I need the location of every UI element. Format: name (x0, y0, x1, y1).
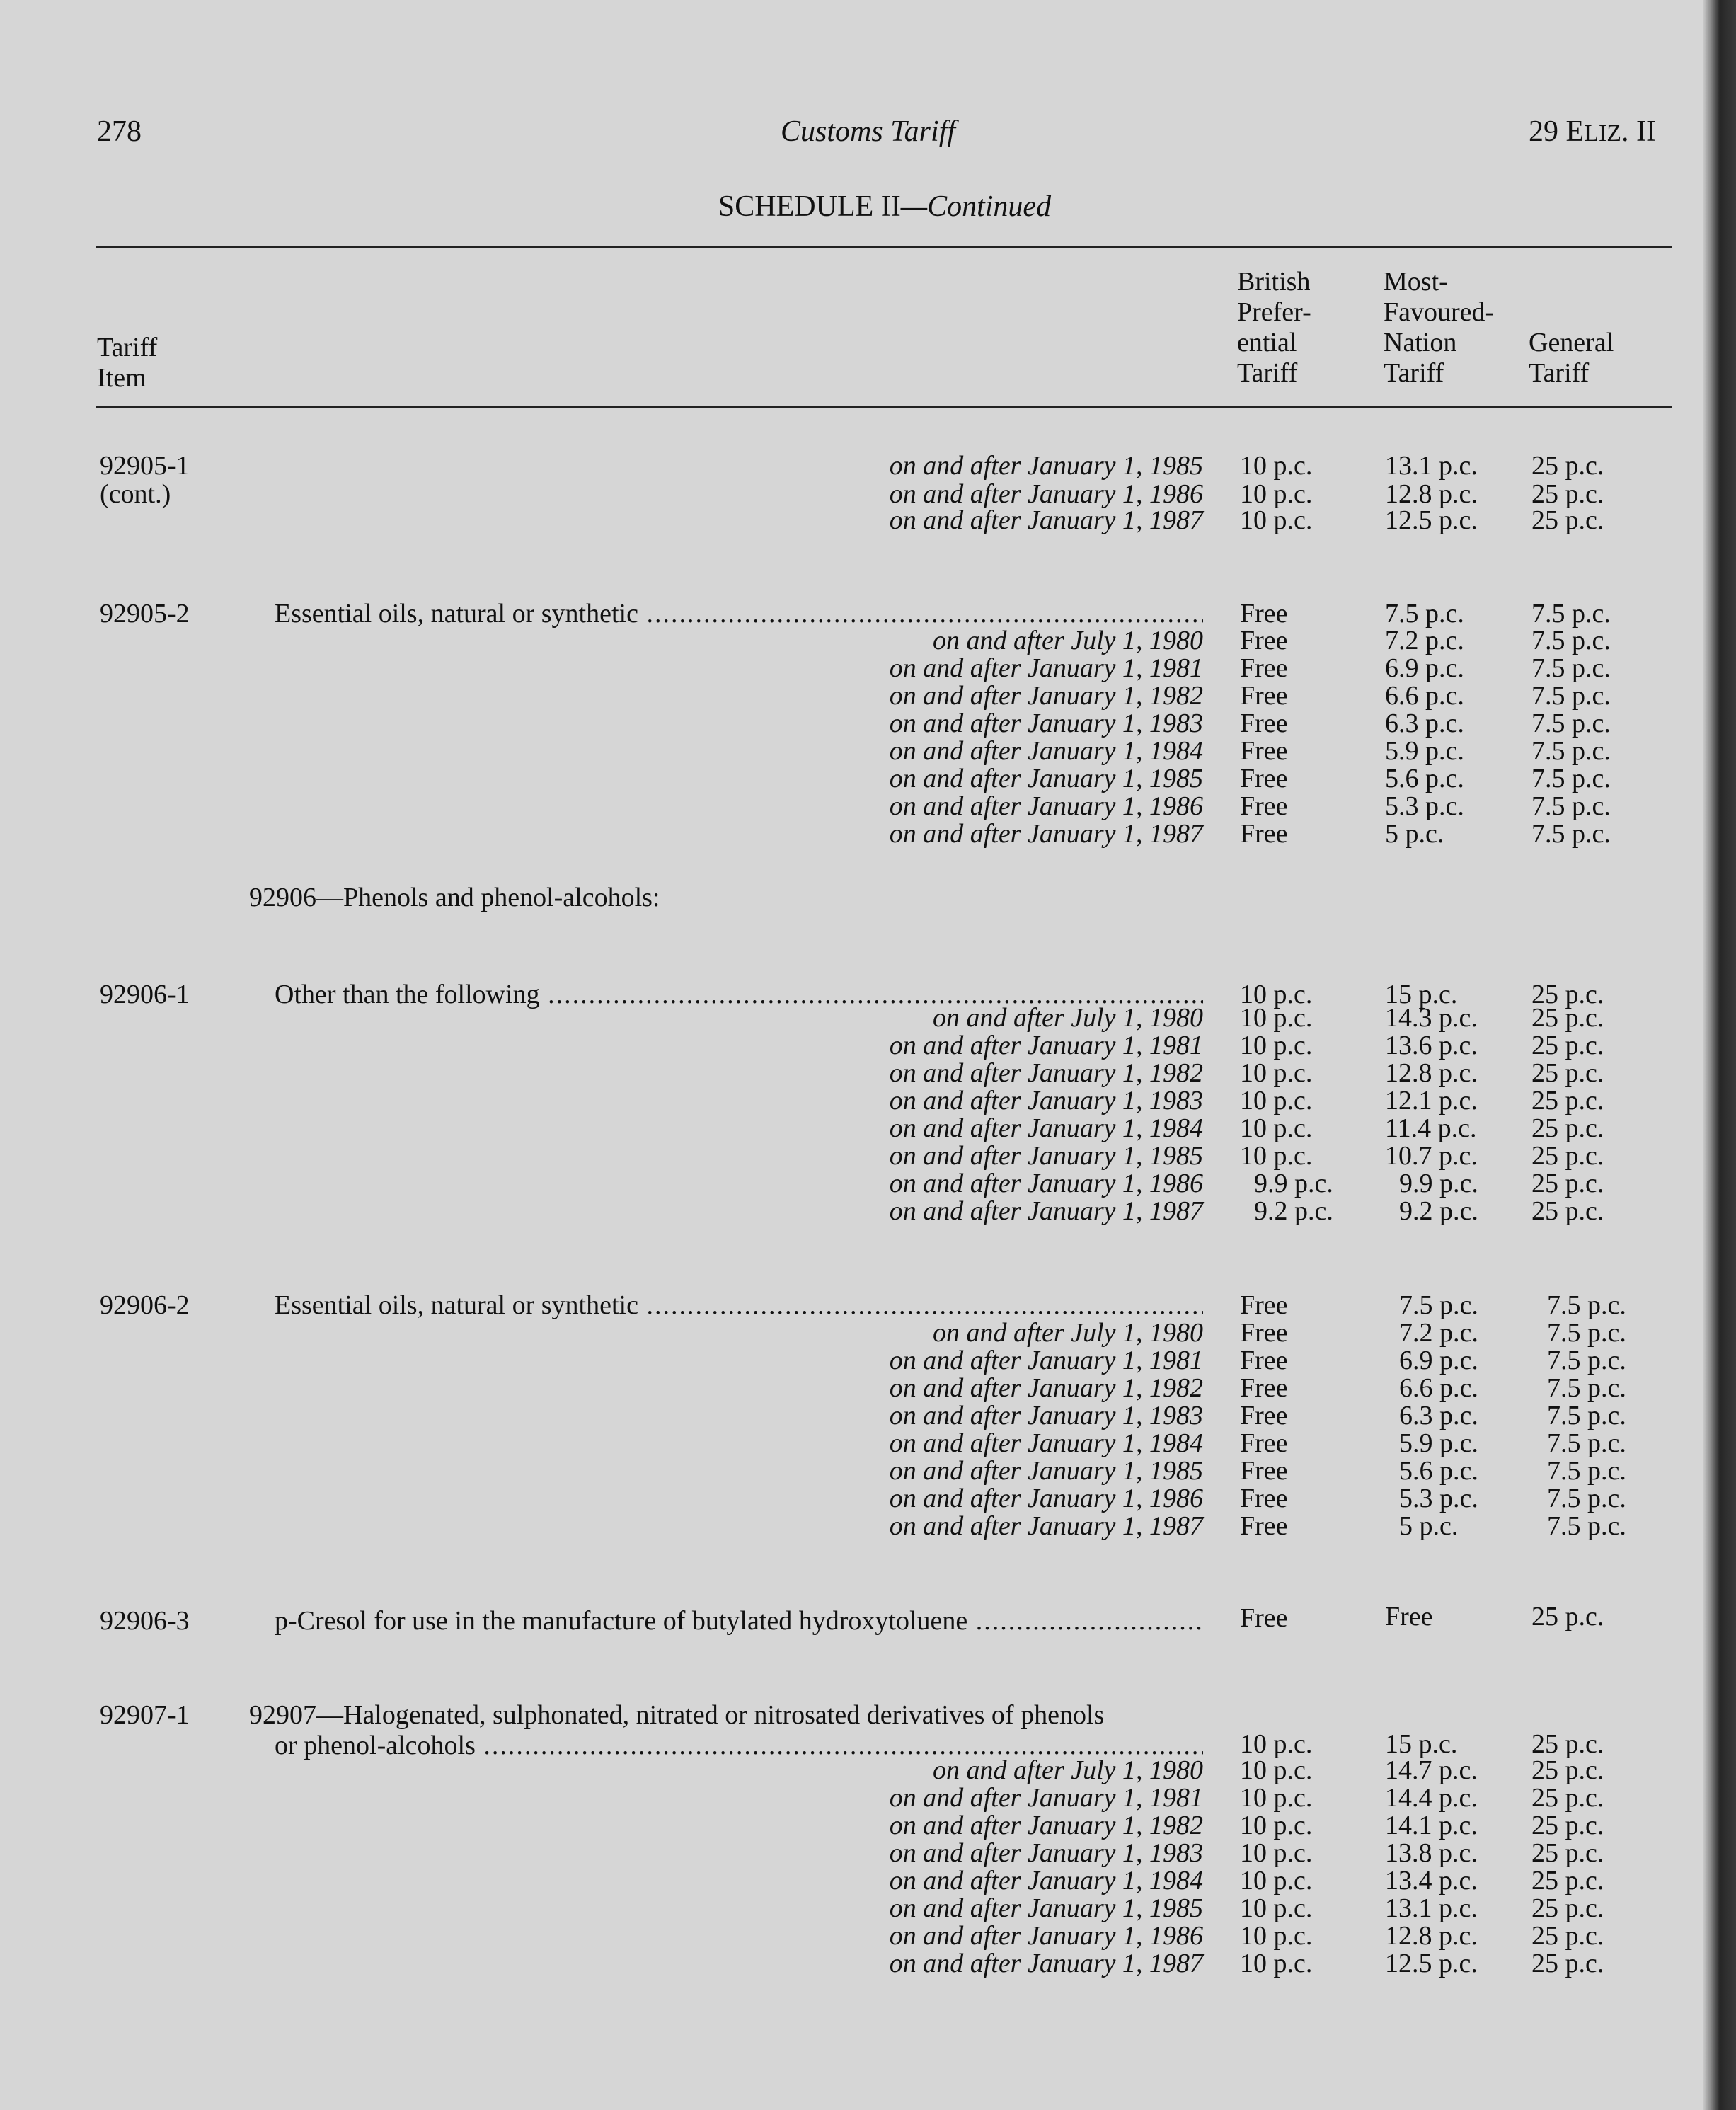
phase-date: on and after January 1, 1986 (889, 1169, 1203, 1198)
column-head-tariff-item: Tariff Item (97, 333, 158, 393)
phase-date: on and after January 1, 1987 (889, 505, 1203, 535)
rate-british-preferential: 10 p.c. (1240, 1949, 1313, 1978)
rate-most-favoured-nation: 5 p.c. (1399, 1511, 1459, 1541)
regnal-year-number: 29 E (1529, 115, 1585, 148)
phase-date: on and after January 1, 1986 (889, 1921, 1203, 1951)
phase-date: on and after January 1, 1984 (889, 736, 1203, 766)
phase-date: on and after January 1, 1987 (889, 1511, 1203, 1541)
header-rule-bottom (96, 406, 1672, 408)
rate-british-preferential: 10 p.c. (1240, 479, 1313, 509)
rate-general: 7.5 p.c. (1531, 709, 1611, 738)
rate-british-preferential: Free (1240, 736, 1288, 766)
rate-most-favoured-nation: 14.1 p.c. (1385, 1811, 1478, 1840)
column-head-british-preferential: British Prefer- ential Tariff (1237, 267, 1311, 388)
rate-most-favoured-nation: 11.4 p.c. (1385, 1113, 1477, 1143)
regnal-year (1529, 115, 1656, 149)
rate-most-favoured-nation: 6.6 p.c. (1385, 681, 1464, 711)
phase-date: on and after January 1, 1983 (889, 1086, 1203, 1116)
rate-general: 7.5 p.c. (1547, 1290, 1626, 1320)
rate-british-preferential: Free (1240, 1456, 1288, 1486)
phase-date: on and after January 1, 1986 (889, 791, 1203, 821)
item-description: Other than the following ..... (275, 980, 1203, 1009)
item-description: Essential oils, natural or synthetic ..... (275, 600, 1203, 628)
rate-most-favoured-nation: 7.2 p.c. (1385, 626, 1464, 655)
rate-british-preferential: 10 p.c. (1240, 1921, 1313, 1951)
tariff-item-number: 92906-2 (100, 1290, 190, 1320)
phase-date: on and after January 1, 1981 (889, 1346, 1203, 1375)
rate-british-preferential: 10 p.c. (1240, 1811, 1313, 1840)
rate-british-preferential: 10 p.c. (1240, 1086, 1313, 1116)
tariff-item-number: 92906-1 (100, 980, 190, 1009)
rate-most-favoured-nation: 7.5 p.c. (1399, 1290, 1478, 1320)
phase-date: on and after January 1, 1982 (889, 1058, 1203, 1088)
rate-most-favoured-nation: 13.1 p.c. (1385, 451, 1478, 481)
rate-most-favoured-nation: 12.5 p.c. (1385, 505, 1478, 535)
rate-most-favoured-nation: 6.9 p.c. (1399, 1346, 1478, 1375)
rate-general: 25 p.c. (1531, 1866, 1604, 1896)
rate-most-favoured-nation: 10.7 p.c. (1385, 1141, 1478, 1171)
rate-general: 7.5 p.c. (1531, 626, 1611, 655)
rate-british-preferential: Free (1240, 1511, 1288, 1541)
rate-most-favoured-nation: 13.6 p.c. (1385, 1031, 1478, 1060)
column-head-most-favoured-nation: Most- Favoured- Nation Tariff (1384, 267, 1495, 388)
rate-british-preferential: Free (1240, 1484, 1288, 1513)
rate-most-favoured-nation: 13.1 p.c. (1385, 1893, 1478, 1923)
rate-general: 7.5 p.c. (1547, 1428, 1626, 1458)
rate-most-favoured-nation: 5.3 p.c. (1385, 791, 1464, 821)
schedule-title-continued: —Continued (900, 190, 1052, 223)
rate-general: 25 p.c. (1531, 1086, 1604, 1116)
phase-date: on and after July 1, 1980 (932, 1003, 1203, 1033)
rate-most-favoured-nation: 12.8 p.c. (1385, 1921, 1478, 1951)
page-number: 278 (97, 115, 142, 148)
rate-most-favoured-nation: 13.8 p.c. (1385, 1838, 1478, 1868)
rate-general: 25 p.c. (1531, 1811, 1604, 1840)
phase-date: on and after July 1, 1980 (932, 1318, 1203, 1348)
rate-british-preferential: 10 p.c. (1240, 980, 1313, 1009)
rate-most-favoured-nation: 5.6 p.c. (1385, 764, 1464, 793)
rate-most-favoured-nation: 5.9 p.c. (1385, 736, 1464, 766)
phase-date: on and after January 1, 1983 (889, 709, 1203, 738)
page-edge-shadow (1703, 0, 1736, 2110)
rate-most-favoured-nation: 14.7 p.c. (1385, 1755, 1478, 1785)
phase-date: on and after January 1, 1981 (889, 1031, 1203, 1060)
rate-british-preferential: 10 p.c. (1240, 1141, 1313, 1171)
rate-most-favoured-nation: 13.4 p.c. (1385, 1866, 1478, 1896)
rate-british-preferential: 10 p.c. (1240, 1755, 1313, 1785)
rate-british-preferential: 10 p.c. (1240, 1058, 1313, 1088)
rate-most-favoured-nation: 6.3 p.c. (1385, 709, 1464, 738)
phase-date: on and after July 1, 1980 (932, 626, 1203, 655)
rate-general: 25 p.c. (1531, 1949, 1604, 1978)
phase-date: on and after January 1, 1985 (889, 1141, 1203, 1171)
rate-british-preferential: Free (1240, 653, 1288, 683)
rate-general: 25 p.c. (1531, 1783, 1604, 1813)
rate-general: 7.5 p.c. (1547, 1318, 1626, 1348)
rate-british-preferential: Free (1240, 1373, 1288, 1403)
phase-date: on and after January 1, 1982 (889, 681, 1203, 711)
tariff-item-number: 92905-1 (100, 451, 190, 481)
rate-british-preferential: Free (1240, 599, 1288, 629)
rate-british-preferential: Free (1240, 1428, 1288, 1458)
phase-date: on and after January 1, 1985 (889, 451, 1203, 481)
schedule-title (0, 190, 1736, 224)
phase-date: on and after January 1, 1982 (889, 1811, 1203, 1840)
rate-british-preferential: 10 p.c. (1240, 1113, 1313, 1143)
rate-most-favoured-nation: 7.5 p.c. (1385, 599, 1464, 629)
running-title: Customs Tariff (780, 115, 956, 148)
rate-british-preferential: 10 p.c. (1240, 1893, 1313, 1923)
rate-most-favoured-nation: 12.5 p.c. (1385, 1949, 1478, 1978)
rate-general: 7.5 p.c. (1547, 1346, 1626, 1375)
phase-date: on and after January 1, 1985 (889, 1456, 1203, 1486)
rate-general: 25 p.c. (1531, 1729, 1604, 1759)
rate-british-preferential: Free (1240, 1401, 1288, 1430)
column-head-general: General Tariff (1529, 328, 1614, 388)
phase-date: on and after January 1, 1987 (889, 1196, 1203, 1226)
rate-general: 7.5 p.c. (1531, 791, 1611, 821)
rate-general: 7.5 p.c. (1531, 819, 1611, 849)
rate-british-preferential: Free (1240, 764, 1288, 793)
rate-general: 7.5 p.c. (1531, 599, 1611, 629)
rate-british-preferential: Free (1240, 1346, 1288, 1375)
header-rule-top (96, 246, 1672, 248)
rate-most-favoured-nation: 5.9 p.c. (1399, 1428, 1478, 1458)
rate-british-preferential: 10 p.c. (1240, 1866, 1313, 1896)
rate-general: 25 p.c. (1531, 1755, 1604, 1785)
regnal-year-suffix: . II (1621, 115, 1656, 148)
rate-general: 7.5 p.c. (1547, 1484, 1626, 1513)
rate-general: 25 p.c. (1531, 479, 1604, 509)
rate-general: 25 p.c. (1531, 1113, 1604, 1143)
rate-most-favoured-nation: 5 p.c. (1385, 819, 1444, 849)
rate-general: 7.5 p.c. (1547, 1373, 1626, 1403)
rate-general: 25 p.c. (1531, 1058, 1604, 1088)
rate-general: 7.5 p.c. (1531, 653, 1611, 683)
rate-general: 25 p.c. (1531, 1003, 1604, 1033)
phase-date: on and after January 1, 1985 (889, 764, 1203, 793)
rate-british-preferential: Free (1240, 1603, 1288, 1633)
rate-general: 7.5 p.c. (1531, 736, 1611, 766)
rate-british-preferential: 10 p.c. (1240, 1838, 1313, 1868)
rate-most-favoured-nation: 15 p.c. (1385, 980, 1458, 1009)
rate-british-preferential: Free (1240, 681, 1288, 711)
rate-most-favoured-nation: 9.2 p.c. (1399, 1196, 1478, 1226)
rate-most-favoured-nation: Free (1385, 1602, 1433, 1632)
rate-british-preferential: 9.2 p.c. (1254, 1196, 1333, 1226)
rate-general: 7.5 p.c. (1547, 1401, 1626, 1430)
phase-date: on and after January 1, 1987 (889, 1949, 1203, 1978)
section-heading: 92907—Halogenated, sulphonated, nitrated or nitrosated derivatives of phenols (249, 1700, 1105, 1730)
section-heading: 92906—Phenols and phenol-alcohols: (249, 883, 660, 912)
phase-date: on and after January 1, 1983 (889, 1838, 1203, 1868)
rate-most-favoured-nation: 5.3 p.c. (1399, 1484, 1478, 1513)
rate-general: 25 p.c. (1531, 1169, 1604, 1198)
rate-most-favoured-nation: 12.1 p.c. (1385, 1086, 1478, 1116)
item-description: or phenol-alcohols ..... (275, 1731, 1203, 1760)
rate-british-preferential: 9.9 p.c. (1254, 1169, 1333, 1198)
rate-british-preferential: 10 p.c. (1240, 505, 1313, 535)
rate-british-preferential: 10 p.c. (1240, 451, 1313, 481)
schedule-title-main: SCHEDULE II (718, 190, 901, 223)
rate-british-preferential: Free (1240, 1318, 1288, 1348)
phase-date: on and after January 1, 1984 (889, 1428, 1203, 1458)
regnal-year-smallcaps: LIZ (1584, 120, 1622, 147)
tariff-item-number: 92905-2 (100, 599, 190, 629)
rate-british-preferential: 10 p.c. (1240, 1031, 1313, 1060)
rate-general: 25 p.c. (1531, 1893, 1604, 1923)
rate-most-favoured-nation: 7.2 p.c. (1399, 1318, 1478, 1348)
rate-general: 7.5 p.c. (1531, 681, 1611, 711)
rate-general: 25 p.c. (1531, 1602, 1604, 1632)
rate-most-favoured-nation: 6.9 p.c. (1385, 653, 1464, 683)
rate-general: 25 p.c. (1531, 1196, 1604, 1226)
rate-most-favoured-nation: 6.3 p.c. (1399, 1401, 1478, 1430)
rate-british-preferential: Free (1240, 1290, 1288, 1320)
rate-general: 7.5 p.c. (1547, 1456, 1626, 1486)
rate-general: 25 p.c. (1531, 1838, 1604, 1868)
rate-most-favoured-nation: 9.9 p.c. (1399, 1169, 1478, 1198)
rate-most-favoured-nation: 15 p.c. (1385, 1729, 1458, 1759)
phase-date: on and after January 1, 1986 (889, 1484, 1203, 1513)
rate-british-preferential: Free (1240, 819, 1288, 849)
phase-date: on and after January 1, 1984 (889, 1866, 1203, 1896)
rate-most-favoured-nation: 5.6 p.c. (1399, 1456, 1478, 1486)
phase-date: on and after January 1, 1984 (889, 1113, 1203, 1143)
rate-general: 25 p.c. (1531, 980, 1604, 1009)
rate-british-preferential: 10 p.c. (1240, 1729, 1313, 1759)
tariff-item-number: 92906-3 (100, 1606, 190, 1636)
phase-date: on and after January 1, 1986 (889, 479, 1203, 509)
phase-date: on and after January 1, 1981 (889, 653, 1203, 683)
rate-most-favoured-nation: 14.4 p.c. (1385, 1783, 1478, 1813)
rate-general: 25 p.c. (1531, 505, 1604, 535)
rate-british-preferential: Free (1240, 709, 1288, 738)
phase-date: on and after January 1, 1987 (889, 819, 1203, 849)
tariff-item-continued: (cont.) (100, 479, 171, 509)
rate-general: 25 p.c. (1531, 1031, 1604, 1060)
phase-date: on and after July 1, 1980 (932, 1755, 1203, 1785)
rate-most-favoured-nation: 12.8 p.c. (1385, 1058, 1478, 1088)
rate-general: 7.5 p.c. (1547, 1511, 1626, 1541)
rate-general: 25 p.c. (1531, 1921, 1604, 1951)
rate-british-preferential: Free (1240, 626, 1288, 655)
rate-most-favoured-nation: 14.3 p.c. (1385, 1003, 1478, 1033)
phase-date: on and after January 1, 1981 (889, 1783, 1203, 1813)
phase-date: on and after January 1, 1983 (889, 1401, 1203, 1430)
phase-date: on and after January 1, 1985 (889, 1893, 1203, 1923)
rate-general: 7.5 p.c. (1531, 764, 1611, 793)
rate-british-preferential: Free (1240, 791, 1288, 821)
rate-most-favoured-nation: 6.6 p.c. (1399, 1373, 1478, 1403)
rate-british-preferential: 10 p.c. (1240, 1003, 1313, 1033)
phase-date: on and after January 1, 1982 (889, 1373, 1203, 1403)
rate-general: 25 p.c. (1531, 1141, 1604, 1171)
rate-british-preferential: 10 p.c. (1240, 1783, 1313, 1813)
rate-most-favoured-nation: 12.8 p.c. (1385, 479, 1478, 509)
item-description: p-Cresol for use in the manufacture of butylated hydroxytoluene ..... (275, 1607, 1203, 1635)
item-description: Essential oils, natural or synthetic ..... (275, 1291, 1203, 1319)
tariff-item-number: 92907-1 (100, 1700, 190, 1730)
rate-general: 25 p.c. (1531, 451, 1604, 481)
